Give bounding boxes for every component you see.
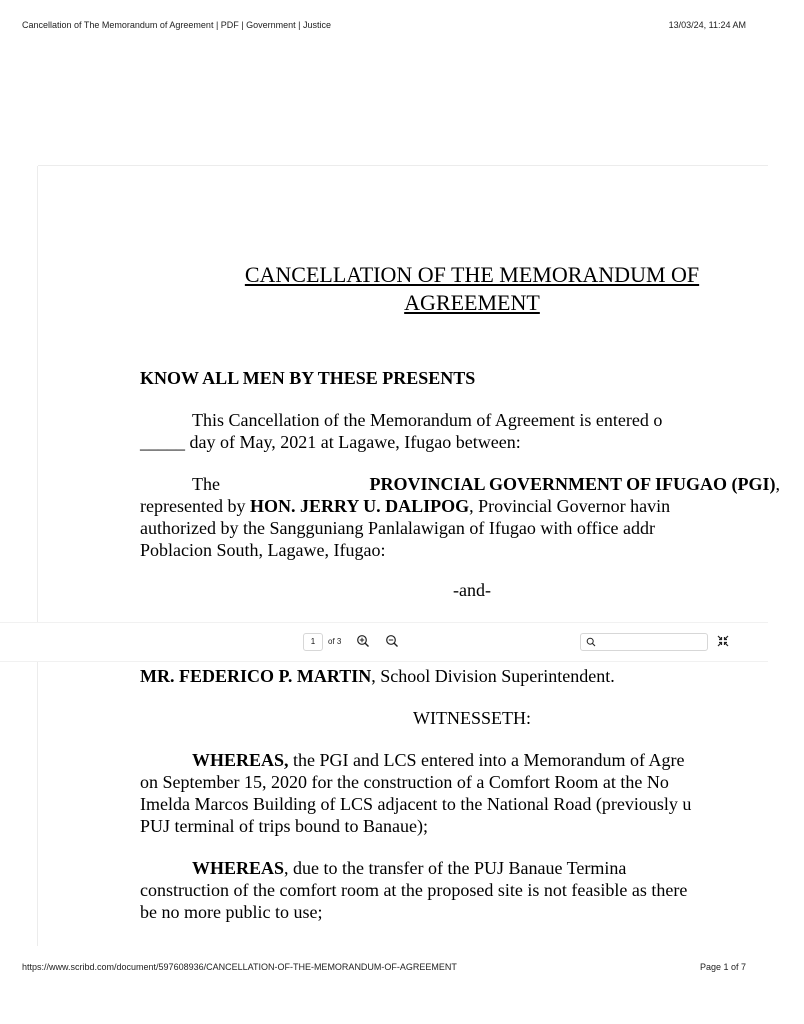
paragraph-2-comma: , (775, 474, 780, 494)
page-number-input[interactable]: 1 (303, 633, 323, 651)
whereas-2-line-3: be no more public to use; (140, 902, 323, 922)
whereas-2-text: , due to the transfer of the PUJ Banaue Termina (284, 858, 627, 878)
expand-icon[interactable] (716, 634, 730, 648)
whereas-2-line-1 (140, 857, 626, 879)
whereas-1-line-1 (140, 749, 684, 771)
whereas-1-text: the PGI and LCS entered into a Memorandum of Agre (288, 750, 685, 770)
document-title-line-2: AGREEMENT (404, 290, 540, 315)
document-title-line-1: CANCELLATION OF THE MEMORANDUM OF (244, 262, 700, 287)
paragraph-1-line-1: This Cancellation of the Memorandum of Agreement is entered o (192, 410, 663, 430)
paragraph-3-rest: , School Division Superintendent. (371, 666, 615, 686)
witnesseth-heading: WITNESSETH: (413, 708, 531, 728)
paragraph-2-text-c: , Provincial Governor havin (469, 496, 671, 516)
search-icon (586, 637, 596, 647)
print-header-title: Cancellation of The Memorandum of Agreement | PDF | Government | Justice (22, 20, 331, 30)
governor-name: HON. JERRY U. DALIPOG (249, 496, 470, 516)
zoom-in-icon[interactable] (356, 634, 370, 648)
paragraph-1-line-2: _____ day of May, 2021 at Lagawe, Ifugao between: (140, 432, 521, 452)
whereas-1-line-2: on September 15, 2020 for the construction of a Comfort Room at the No (140, 772, 669, 792)
print-footer-page: Page 1 of 7 (699, 962, 746, 972)
paragraph-2-text-a: represented by (140, 496, 250, 516)
whereas-1-line-4: PUJ terminal of trips bound to Banaue); (140, 816, 428, 836)
whereas-1-line-3: Imelda Marcos Building of LCS adjacent to the National Road (previously u (140, 794, 692, 814)
print-header-datetime: 13/03/24, 11:24 AM (668, 20, 746, 30)
know-all-heading: KNOW ALL MEN BY THESE PRESENTS (140, 368, 476, 388)
whereas-1-lead: WHEREAS, (192, 750, 289, 770)
paragraph-2-line-1 (140, 473, 780, 495)
pdf-viewer-toolbar (0, 622, 768, 662)
zoom-out-icon[interactable] (385, 634, 399, 648)
paragraph-2-line-3: authorized by the Sangguniang Panlalawigan of Ifugao with office addr (140, 518, 656, 538)
print-footer-url: https://www.scribd.com/document/597608936/CANCELLATION-OF-THE-MEMORANDUM-OF-AGREEMENT (22, 962, 457, 972)
document-search-input[interactable] (580, 633, 708, 651)
party-pgi: PROVINCIAL GOVERNMENT OF IFUGAO (PGI) (369, 474, 776, 494)
whereas-2-line-2: construction of the comfort room at the proposed site is not feasible as there (140, 880, 688, 900)
document-page (38, 166, 780, 946)
paragraph-2-the: The (192, 474, 220, 494)
whereas-2-lead: WHEREAS (192, 858, 285, 878)
page-count-label: of 3 (328, 637, 342, 646)
superintendent-name: MR. FEDERICO P. MARTIN (140, 666, 372, 686)
document-title (140, 261, 804, 317)
paragraph-2-line-2 (140, 495, 670, 517)
paragraph-2-line-4: Poblacion South, Lagawe, Ifugao: (140, 540, 386, 560)
paragraph-3-line-2 (140, 665, 615, 687)
and-separator: -and- (453, 580, 491, 600)
